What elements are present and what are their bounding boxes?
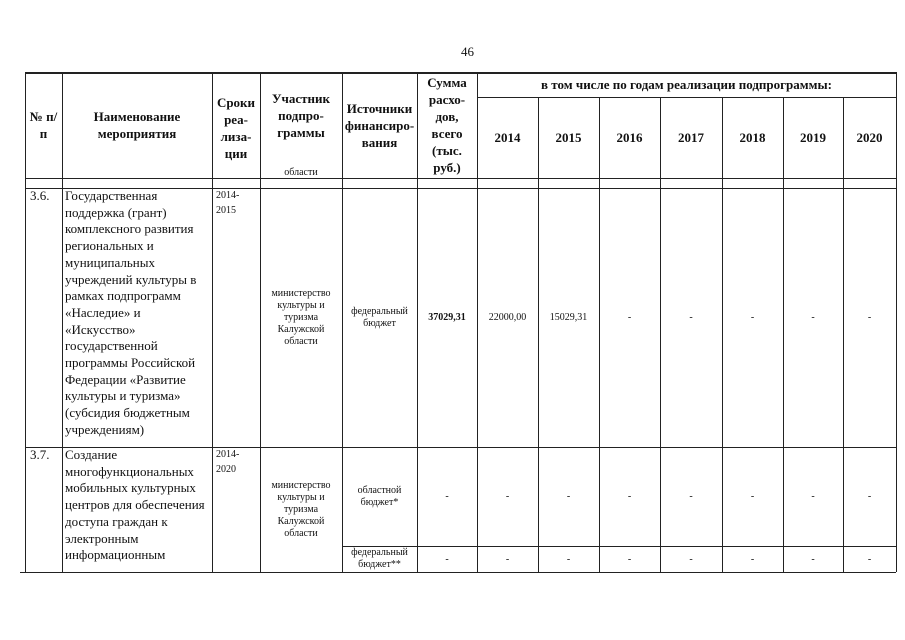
subrow-source: федеральный бюджет** [351, 547, 408, 570]
row-year-value: - [627, 312, 632, 323]
subrow-total: - [445, 491, 449, 502]
row-year-value: - [750, 312, 755, 323]
row-year-value: - [811, 312, 815, 323]
row-year-value: 22000,00 [488, 312, 527, 323]
row-year-value: - [689, 312, 693, 323]
row-total: 37029,31 [428, 312, 466, 323]
header-year-2017: 2017 [678, 130, 704, 145]
header-total: Сумма расхо-дов, всего (тыс. руб.) [427, 75, 467, 175]
header-divider [25, 178, 896, 179]
subrow-year-value: - [566, 491, 571, 502]
header-year-2018: 2018 [739, 130, 766, 145]
header-sources: Источники финансиро-вания [344, 100, 415, 150]
row-name: Государственная поддержка (грант) комплексного развития региональных и муниципальных учреждений культуры в рамках подпрограмм «Наследие» и «Искусство» государственной программы Российской Федерации «Развитие культуры и туризма» (субсидия бюджетным учреждениям) [65, 188, 197, 437]
subrow-year-value: - [689, 491, 693, 502]
subrow-year-value: - [750, 553, 755, 565]
subrow-year-value: - [750, 491, 755, 502]
header-num: № п/п [29, 109, 58, 141]
subrow-year-value: - [811, 491, 815, 502]
row-num: 3.6. [30, 188, 50, 203]
header-year-2019: 2019 [800, 130, 826, 145]
row-period: 2014-2015 [216, 190, 240, 216]
subrow-total: - [445, 553, 449, 565]
header-years-group: в том числе по годам реализации подпрограммы: [541, 77, 832, 92]
subrow-source: областной бюджет* [357, 484, 402, 508]
subrow-year-value: - [689, 553, 693, 565]
row-year-value: 15029,31 [549, 312, 588, 323]
row-num: 3.7. [30, 447, 50, 462]
subrow-year-value: - [505, 491, 510, 502]
header-year-2015: 2015 [555, 130, 582, 145]
header-participant-tail: области [284, 167, 318, 178]
page-number: 46 [461, 44, 474, 59]
row-period: 2014-2020 [216, 449, 240, 475]
subrow-year-value: - [627, 491, 632, 502]
subrow-year-value: - [505, 553, 510, 565]
row-name: Создание многофункциональных мобильных культурных центров для обеспечения доступа граждан к электронным информационным [65, 447, 205, 563]
subrow-year-value: - [566, 553, 571, 565]
column-line [896, 72, 897, 572]
subrow-year-value: - [867, 491, 872, 502]
header-year-2014: 2014 [494, 130, 521, 145]
row-participant: министерство культуры и туризма Калужской области [271, 479, 331, 539]
row-source: федеральный бюджет [351, 305, 408, 329]
header-year-2020: 2020 [856, 130, 883, 145]
subrow-year-value: - [867, 553, 872, 565]
row-year-value: - [867, 312, 872, 323]
row-participant: министерство культуры и туризма Калужской области [271, 287, 331, 347]
header-period: Сроки реа-лиза-ции [216, 95, 256, 161]
header-name: Наименование мероприятия [93, 109, 181, 141]
subrow-year-value: - [811, 553, 815, 565]
header-participant: Участник подпро-граммы [272, 90, 330, 140]
table-bottom-line [20, 572, 896, 573]
header-year-2016: 2016 [616, 130, 643, 145]
subrow-year-value: - [627, 553, 632, 565]
